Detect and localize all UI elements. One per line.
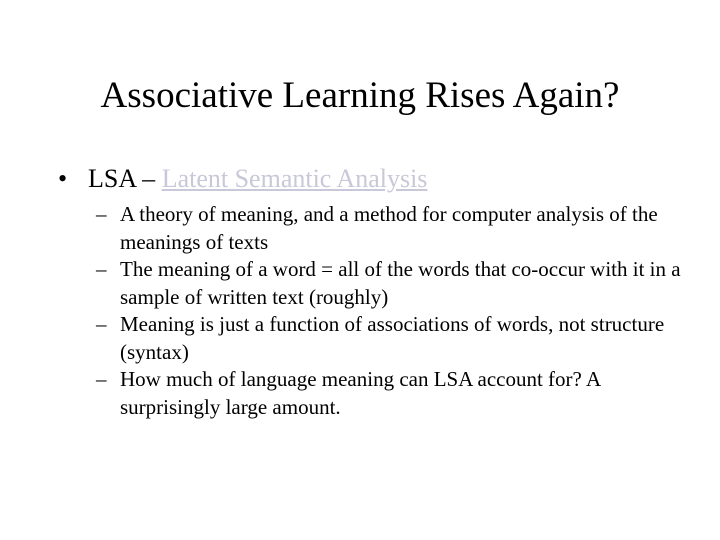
sub-bullet-text: Meaning is just a function of associations of words, not structure (syntax) bbox=[120, 312, 665, 364]
sub-bullet-list bbox=[96, 201, 696, 421]
sub-bullet-item bbox=[96, 366, 696, 421]
main-bullet bbox=[58, 163, 427, 195]
sub-bullet-text: How much of language meaning can LSA account for? A surprisingly large amount. bbox=[120, 367, 600, 419]
bullet-prefix: LSA – bbox=[88, 164, 162, 193]
lsa-link[interactable]: Latent Semantic Analysis bbox=[161, 164, 428, 193]
sub-bullet-marker: – bbox=[96, 312, 107, 336]
sub-bullet-item bbox=[96, 201, 696, 256]
sub-bullet-item bbox=[96, 311, 696, 366]
sub-bullet-item bbox=[96, 256, 696, 311]
sub-bullet-text: The meaning of a word = all of the words that co-occur with it in a sample of written text (roughly) bbox=[120, 257, 681, 309]
slide-title: Associative Learning Rises Again? bbox=[100, 75, 620, 116]
sub-bullet-marker: – bbox=[96, 257, 107, 281]
sub-bullet-marker: – bbox=[96, 202, 107, 226]
sub-bullet-text: A theory of meaning, and a method for computer analysis of the meanings of texts bbox=[120, 202, 658, 254]
bullet-marker: • bbox=[58, 164, 68, 193]
sub-bullet-marker: – bbox=[96, 367, 107, 391]
